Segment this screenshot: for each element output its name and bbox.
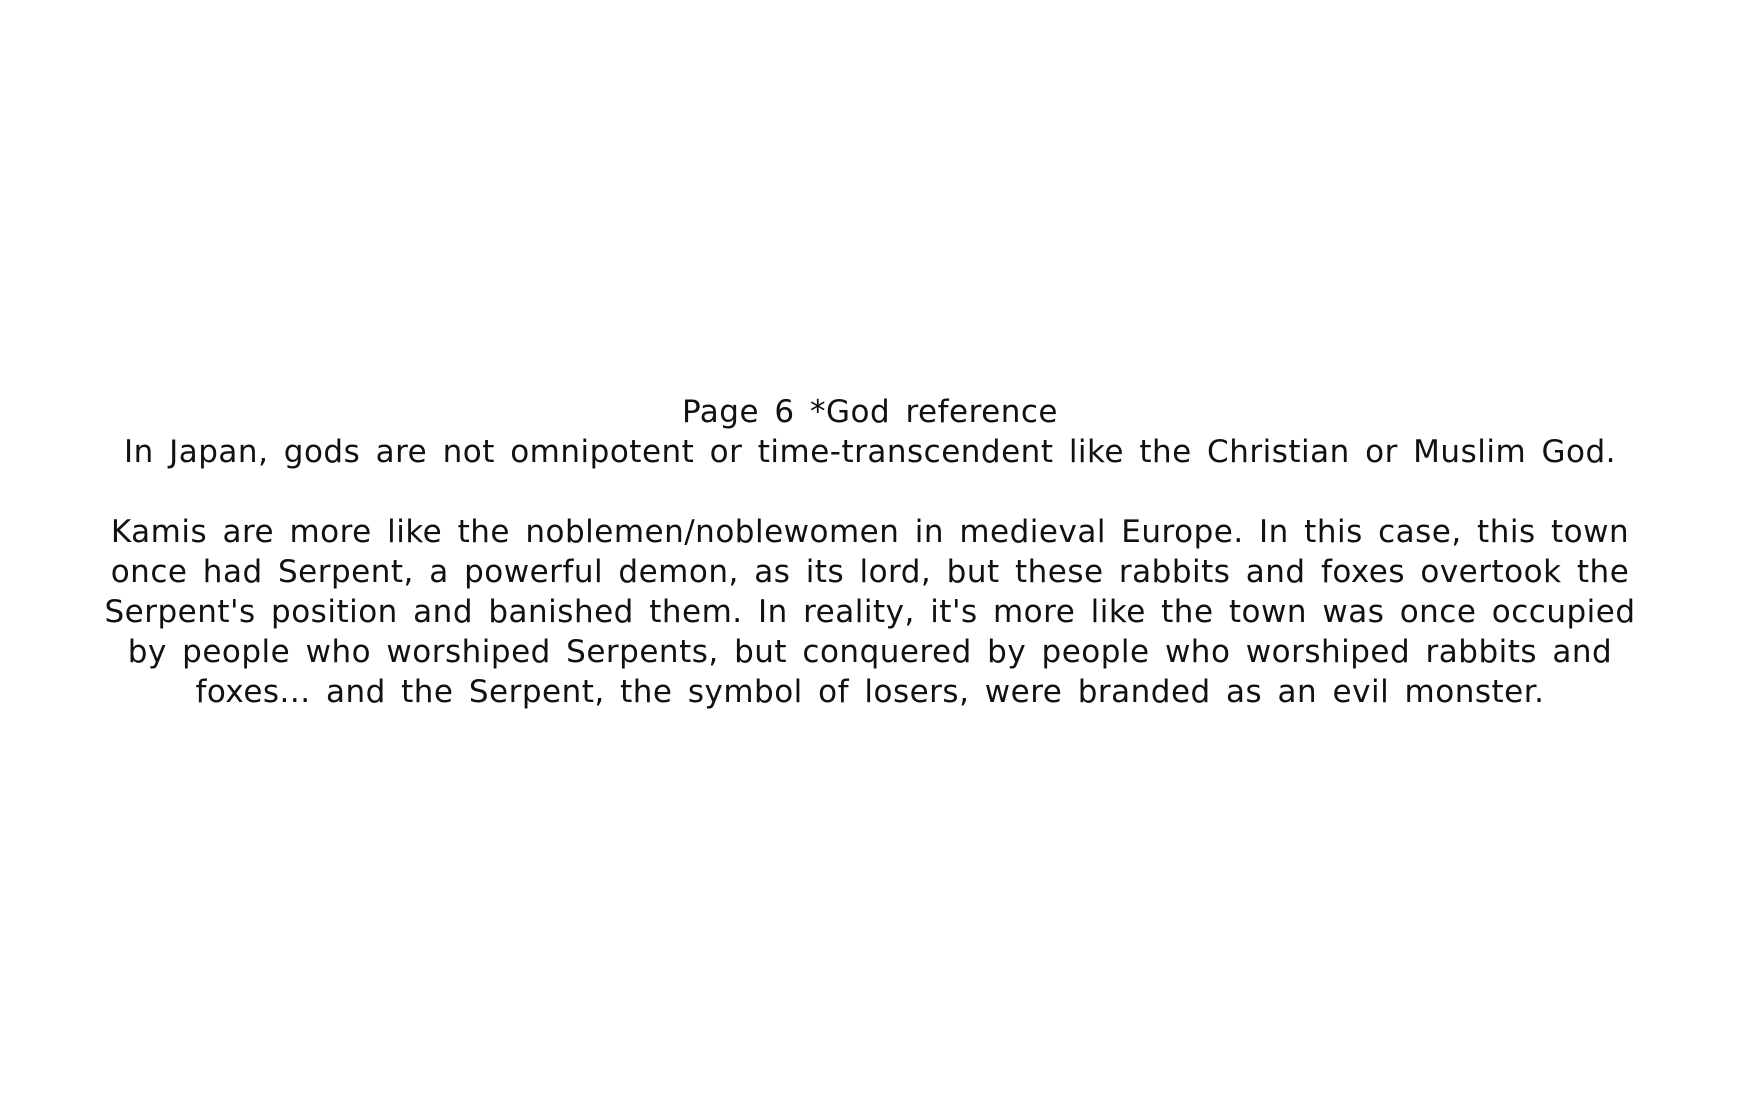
note-heading: Page 6 *God reference — [681, 394, 1059, 430]
translation-note — [0, 392, 1740, 712]
note-paragraph-1: In Japan, gods are not omnipotent or time-transcendent like the Christian or Muslim God. — [123, 434, 1617, 470]
note-paragraph-2: Kamis are more like the noblemen/noblewomen in medieval Europe. In this case, this town once had Serpent, a powerful demon, as its lord, but these rabbits and foxes overtook the Serpent's position and banished them. In reality, it's more like the town was once occupied by people who worshiped Serpents, but conquered by people who worshiped rabbits and foxes... and the Serpent, the symbol of losers, were branded as an evil monster. — [104, 514, 1636, 710]
